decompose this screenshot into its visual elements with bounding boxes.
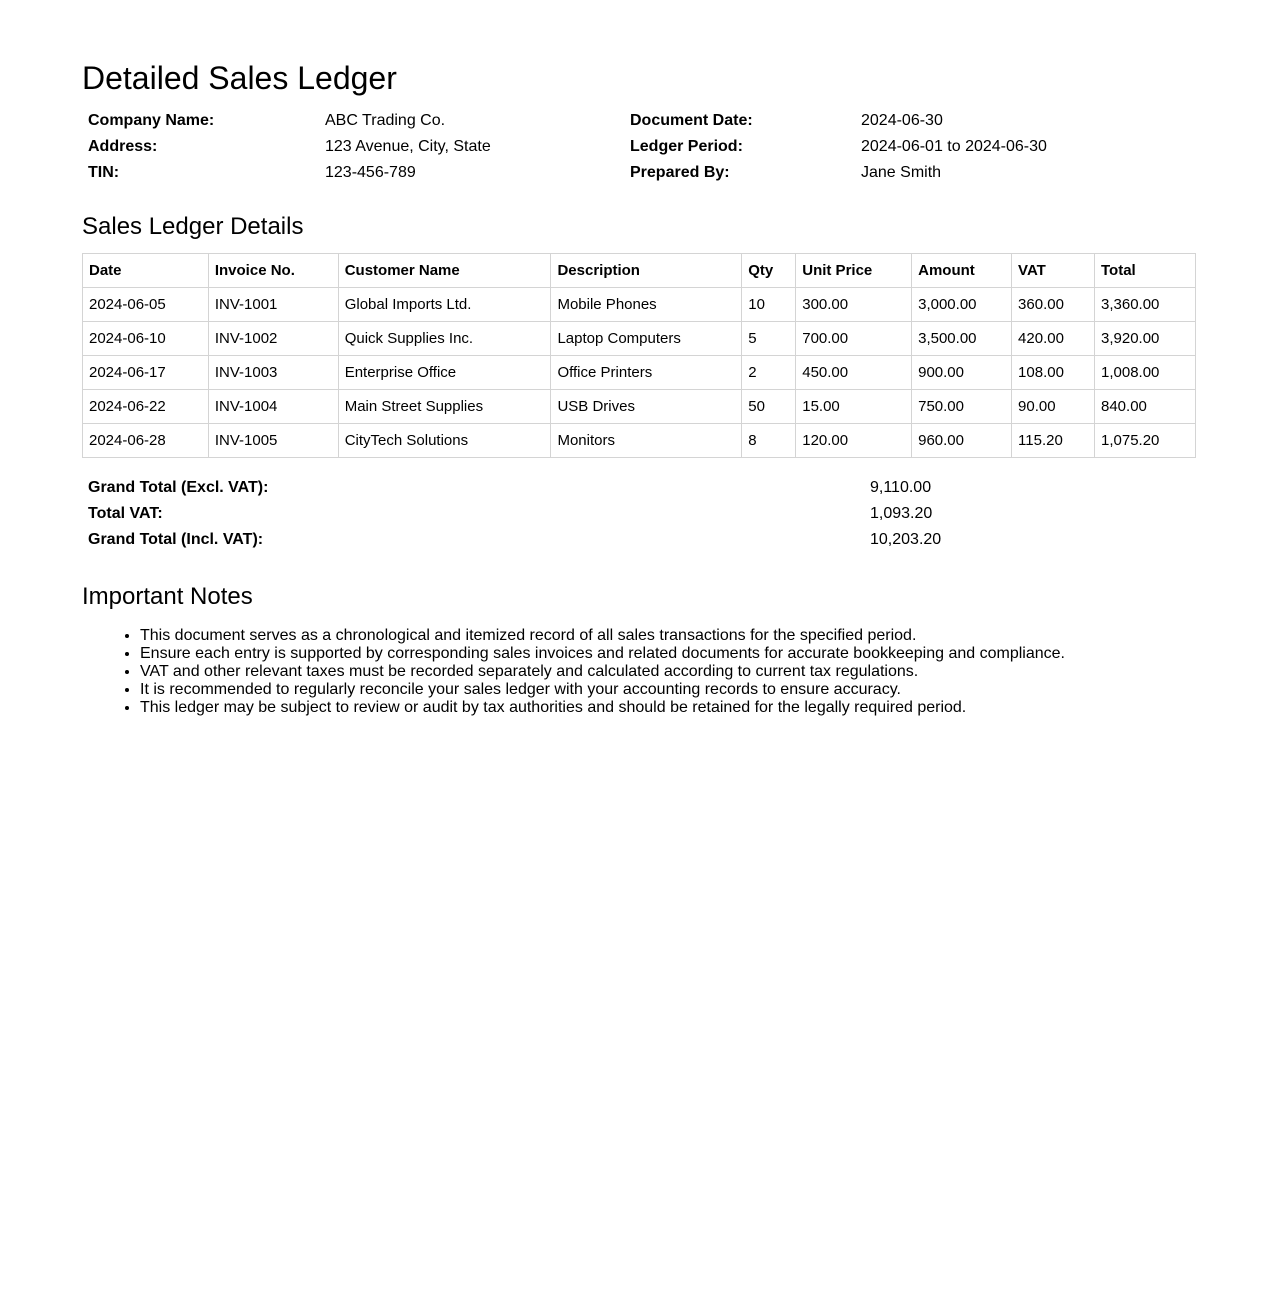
totals-row <box>82 527 947 553</box>
info-row <box>82 160 1105 186</box>
cell-amount: 960.00 <box>912 424 1012 458</box>
cell-total: 3,920.00 <box>1095 322 1196 356</box>
cell-vat: 115.20 <box>1012 424 1095 458</box>
total-vat-value: 1,093.20 <box>870 505 933 522</box>
company-info-table <box>82 108 1105 186</box>
column-header-description: Description <box>551 254 742 288</box>
cell-date: 2024-06-05 <box>83 288 209 322</box>
cell-invoice: INV-1004 <box>208 390 338 424</box>
cell-customer: Main Street Supplies <box>338 390 551 424</box>
document-date-label: Document Date: <box>630 112 753 129</box>
company-name-label: Company Name: <box>88 112 215 129</box>
total-vat-label: Total VAT: <box>88 505 163 522</box>
grand-total-incl-label: Grand Total (Incl. VAT): <box>88 531 264 548</box>
column-header-total: Total <box>1095 254 1196 288</box>
notes-heading: Important Notes <box>82 583 253 610</box>
page-title: Detailed Sales Ledger <box>82 60 397 96</box>
grand-total-excl-label: Grand Total (Excl. VAT): <box>88 479 269 496</box>
list-item: • This document serves as a chronological and itemized record of all sales transactions for the specified period. <box>140 627 1196 645</box>
cell-customer: CityTech Solutions <box>338 424 551 458</box>
cell-customer: Global Imports Ltd. <box>338 288 551 322</box>
table-row <box>83 356 1196 390</box>
ledger-period-label: Ledger Period: <box>630 138 743 155</box>
cell-qty: 2 <box>742 356 796 390</box>
cell-invoice: INV-1001 <box>208 288 338 322</box>
cell-vat: 108.00 <box>1012 356 1095 390</box>
table-row <box>83 424 1196 458</box>
notes-list <box>82 627 1196 717</box>
cell-unit-price: 120.00 <box>796 424 912 458</box>
totals-table <box>82 475 947 553</box>
cell-customer: Enterprise Office <box>338 356 551 390</box>
cell-vat: 420.00 <box>1012 322 1095 356</box>
cell-total: 1,075.20 <box>1095 424 1196 458</box>
cell-amount: 900.00 <box>912 356 1012 390</box>
cell-vat: 360.00 <box>1012 288 1095 322</box>
column-header-qty: Qty <box>742 254 796 288</box>
cell-date: 2024-06-17 <box>83 356 209 390</box>
cell-description: Office Printers <box>551 356 742 390</box>
cell-unit-price: 15.00 <box>796 390 912 424</box>
cell-vat: 90.00 <box>1012 390 1095 424</box>
cell-invoice: INV-1003 <box>208 356 338 390</box>
table-row <box>83 322 1196 356</box>
cell-total: 1,008.00 <box>1095 356 1196 390</box>
info-row <box>82 134 1105 160</box>
prepared-by-value: Jane Smith <box>861 164 942 181</box>
column-header-date: Date <box>83 254 209 288</box>
cell-description: USB Drives <box>551 390 742 424</box>
cell-qty: 8 <box>742 424 796 458</box>
list-item: • Ensure each entry is supported by corresponding sales invoices and related documents for accurate bookkeeping and compliance. <box>140 645 1196 663</box>
address-value: 123 Avenue, City, State <box>325 138 491 155</box>
table-row <box>83 390 1196 424</box>
totals-row <box>82 501 947 527</box>
document-date-value: 2024-06-30 <box>861 112 943 129</box>
grand-total-incl-value: 10,203.20 <box>870 531 942 548</box>
info-row <box>82 108 1105 134</box>
tin-label: TIN: <box>88 164 120 181</box>
totals-row <box>82 475 947 501</box>
cell-amount: 3,000.00 <box>912 288 1012 322</box>
sales-ledger-table <box>82 253 1196 458</box>
tin-value: 123-456-789 <box>325 164 416 181</box>
cell-unit-price: 450.00 <box>796 356 912 390</box>
cell-amount: 3,500.00 <box>912 322 1012 356</box>
column-header-customer: Customer Name <box>338 254 551 288</box>
list-item: • This ledger may be subject to review or audit by tax authorities and should be retained for the legally required period. <box>140 699 1196 717</box>
cell-description: Laptop Computers <box>551 322 742 356</box>
table-header-row <box>83 254 1196 288</box>
cell-date: 2024-06-28 <box>83 424 209 458</box>
ledger-period-value: 2024-06-01 to 2024-06-30 <box>861 138 1047 155</box>
cell-qty: 10 <box>742 288 796 322</box>
cell-description: Mobile Phones <box>551 288 742 322</box>
cell-total: 840.00 <box>1095 390 1196 424</box>
cell-invoice: INV-1005 <box>208 424 338 458</box>
cell-date: 2024-06-22 <box>83 390 209 424</box>
cell-qty: 50 <box>742 390 796 424</box>
column-header-amount: Amount <box>912 254 1012 288</box>
column-header-unit-price: Unit Price <box>796 254 912 288</box>
cell-qty: 5 <box>742 322 796 356</box>
list-item: • VAT and other relevant taxes must be recorded separately and calculated according to current tax regulations. <box>140 663 1196 681</box>
cell-invoice: INV-1002 <box>208 322 338 356</box>
table-row <box>83 288 1196 322</box>
column-header-vat: VAT <box>1012 254 1095 288</box>
cell-unit-price: 700.00 <box>796 322 912 356</box>
cell-customer: Quick Supplies Inc. <box>338 322 551 356</box>
address-label: Address: <box>88 138 158 155</box>
cell-date: 2024-06-10 <box>83 322 209 356</box>
list-item: • It is recommended to regularly reconcile your sales ledger with your accounting records to ensure accuracy. <box>140 681 1196 699</box>
prepared-by-label: Prepared By: <box>630 164 730 181</box>
grand-total-excl-value: 9,110.00 <box>870 479 932 496</box>
ledger-details-heading: Sales Ledger Details <box>82 213 304 240</box>
company-name-value: ABC Trading Co. <box>325 112 446 129</box>
cell-description: Monitors <box>551 424 742 458</box>
cell-unit-price: 300.00 <box>796 288 912 322</box>
cell-total: 3,360.00 <box>1095 288 1196 322</box>
column-header-invoice: Invoice No. <box>208 254 338 288</box>
cell-amount: 750.00 <box>912 390 1012 424</box>
